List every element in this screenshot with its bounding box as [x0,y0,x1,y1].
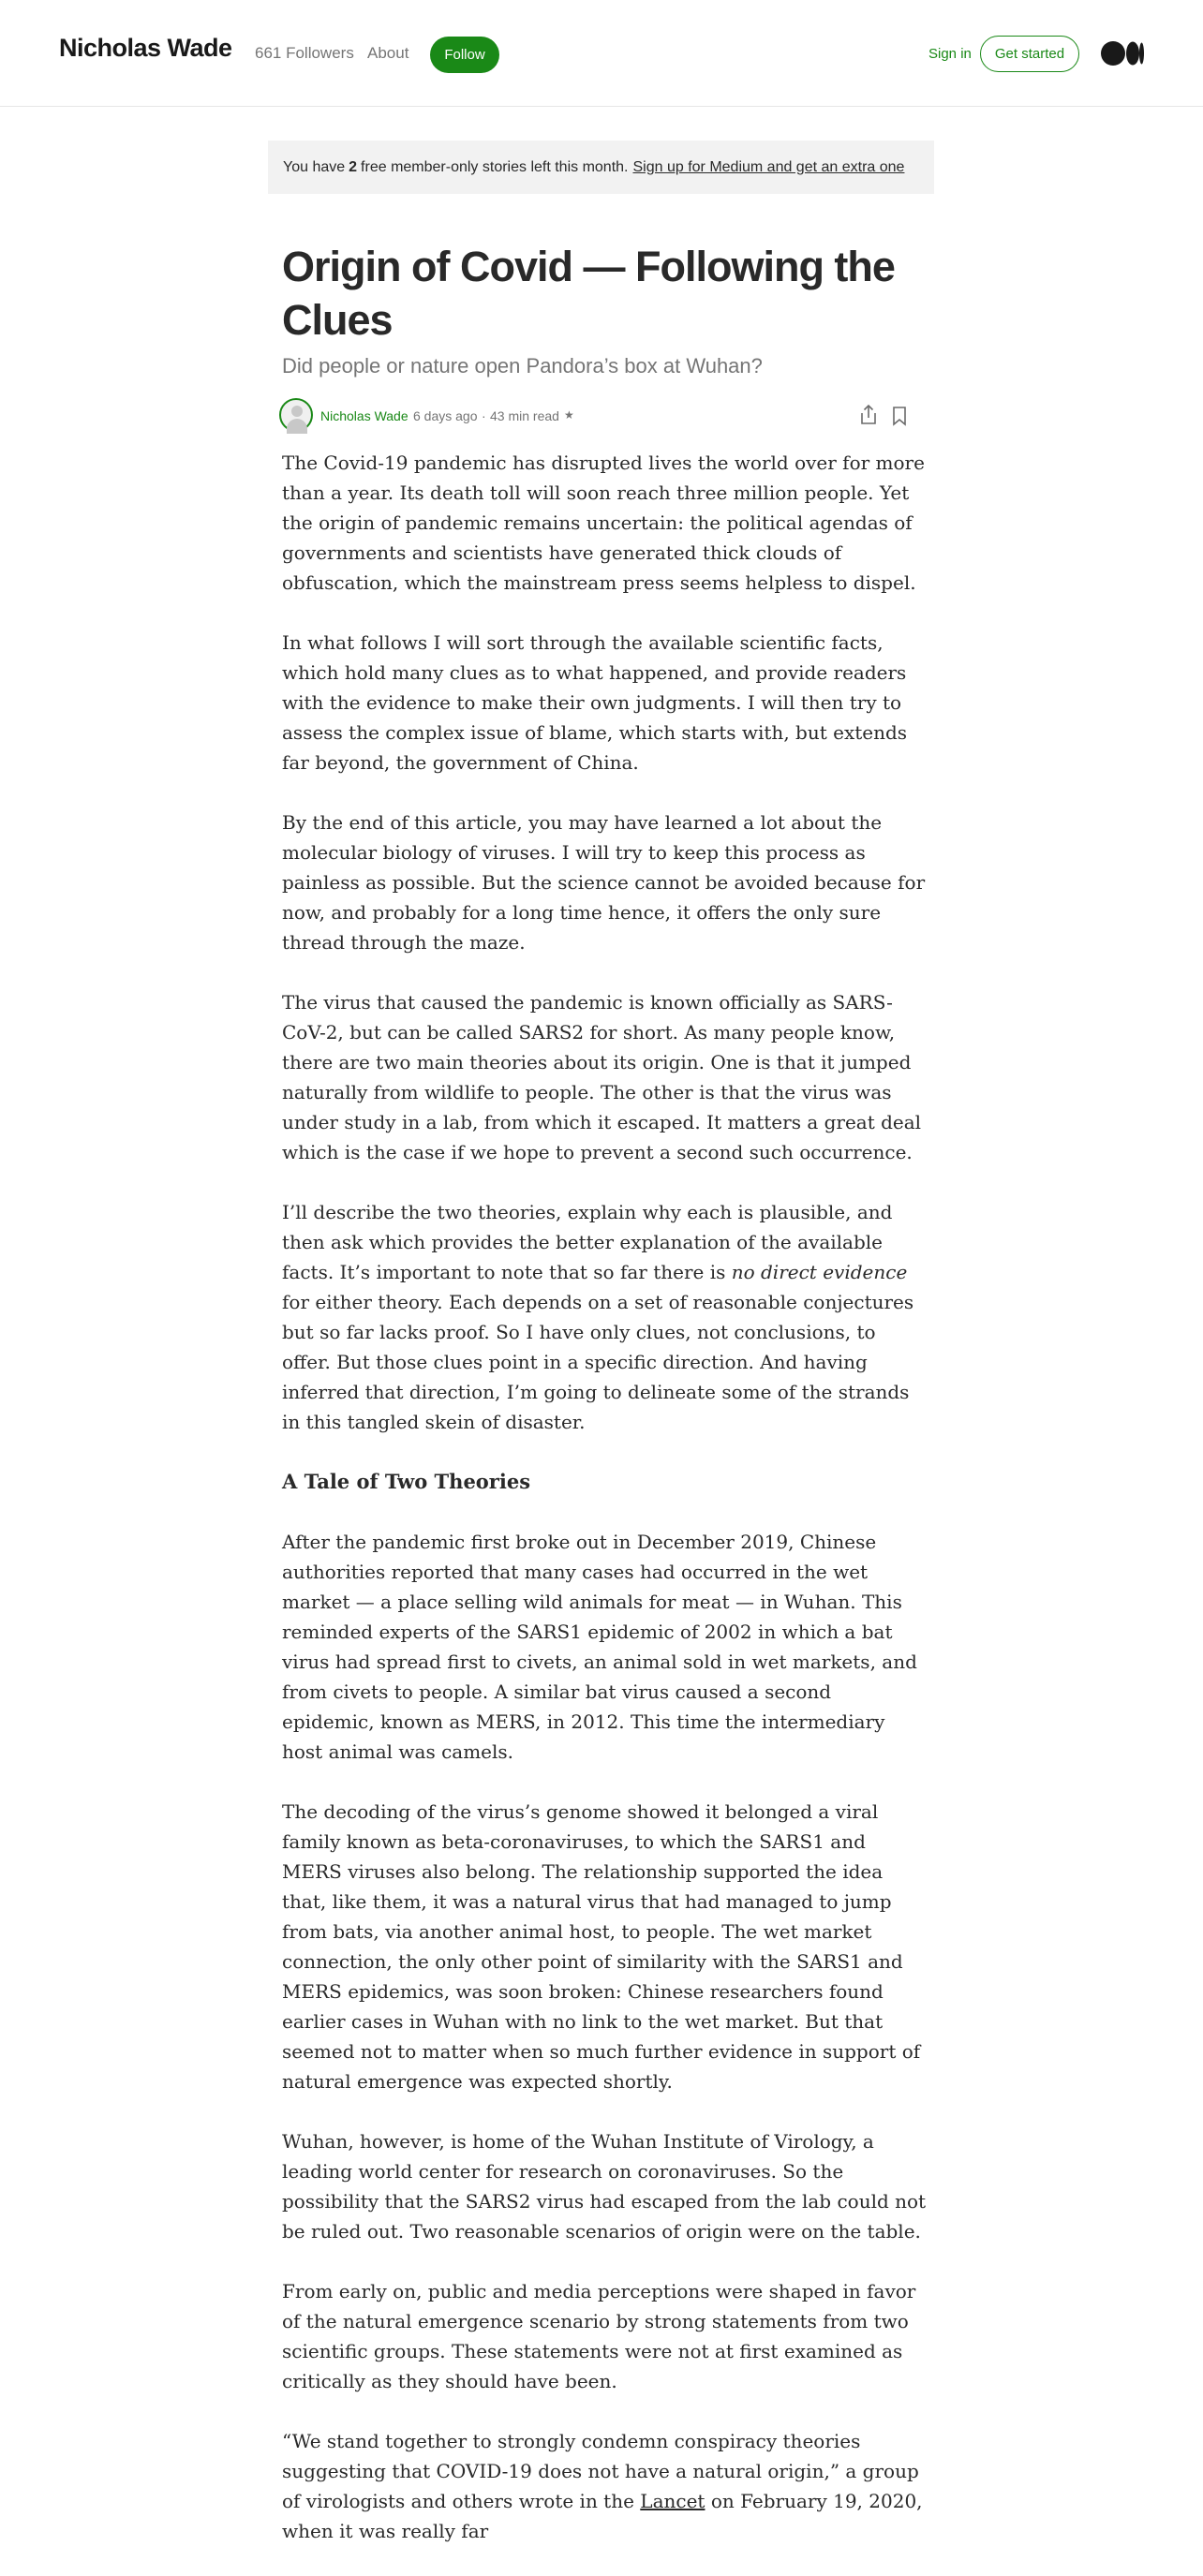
emphasis-text: no direct evidence [731,1261,908,1283]
paragraph-text: “We stand together to strongly condemn conspiracy theories suggesting that COVID-19 does not have a natural origin,” a group of virologists and others wrote in the [282,2430,919,2512]
article-paragraph: After the pandemic first broke out in December 2019, Chinese authorities reported that many cases had occurred in the wet market — a place selling wild animals for meat — in Wuhan. This reminded experts of the SARS1 epidemic of 2002 in which a bat virus had spread first to civets, an animal sold in wet markets, and from civets to people. A similar bat virus caused a second epidemic, known as MERS, in 2012. This time the intermediary host animal was camels. [282,1531,917,1763]
article-subtitle: Did people or nature open Pandora’s box at Wuhan? [282,354,763,378]
article-paragraph: By the end of this article, you may have learned a lot about the molecular biology of viruses. I will try to keep this process as painless as possible. But the science cannot be avoided because for now, and probably for a long time hence, it offers the only sure thread through the maze. [282,811,926,954]
article-paragraph: The decoding of the virus’s genome showed it belonged a viral family known as beta-coronaviruses, to which the SARS1 and MERS viruses also belong. The relationship supported the idea that, like them, it was a natural virus that had managed to jump from bats, via another animal host, to people. The wet market connection, the only other point of similarity with the SARS1 and MERS epidemics, was soon broken: Chinese researchers found earlier cases in Wuhan with no link to the wet market. But that seemed not to matter when so much further evidence in support of natural emergence was expected shortly. [282,1800,921,2093]
bookmark-icon[interactable] [892,406,907,426]
member-stories-banner [268,141,934,194]
article-paragraph: The Covid-19 pandemic has disrupted lives the world over for more than a year. Its death toll will soon reach three million people. Yet the origin of pandemic remains uncertain: the political agendas of governments and scientists have generated thick clouds of obfuscation, which the mainstream press seems helpless to dispel. [282,452,925,594]
followers-link[interactable]: 661 Followers [255,44,354,62]
get-started-button[interactable]: Get started [980,36,1079,72]
author-avatar[interactable] [279,398,313,432]
follow-button[interactable]: Follow [430,37,499,73]
top-navigation-bar [0,0,1203,107]
byline-separator: · [482,408,486,423]
banner-prefix: You have [283,158,346,175]
article-byline [279,398,935,432]
sign-in-link[interactable]: Sign in [928,46,972,62]
member-only-star-icon: ★ [564,408,574,422]
byline-date: 6 days ago [413,408,478,423]
article-paragraph [282,2426,928,2546]
about-link[interactable]: About [367,44,409,62]
publication-author-name[interactable]: Nicholas Wade [59,34,232,62]
article-title: Origin of Covid — Following the Clues [282,243,895,344]
signup-link[interactable]: Sign up for Medium and get an extra one [632,158,905,175]
medium-logo-icon[interactable] [1101,41,1144,66]
article-paragraph: In what follows I will sort through the available scientific facts, which hold many clues as to what happened, and provide readers with the evidence to make their own judgments. I will then try to assess the complex issue of blame, which starts with, but extends far beyond, the government of China. [282,631,908,774]
article-paragraph: From early on, public and media perceptions were shaped in favor of the natural emergence scenario by strong statements from two scientific groups. These statements were not at first examined as critically as they should have been. [282,2280,916,2392]
paragraph-text: for either theory. Each depends on a set of reasonable conjectures but so far lacks proof. So I have only clues, not conclusions, to offer. But those clues point in a specific direction. And having inferred that direction, I’m going to delineate some of the strands in this tangled skein of disaster. [282,1291,914,1433]
banner-count: 2 [349,158,358,175]
article-paragraph: The virus that caused the pandemic is known officially as SARS-CoV-2, but can be called SARS2 for short. As many people know, there are two main theories about its origin. One is that it jumped naturally from wildlife to people. The other is that the virus was under study in a lab, from which it escaped. It matters a great deal which is the case if we hope to prevent a second such occurrence. [282,991,922,1163]
lancet-link[interactable]: Lancet [640,2490,705,2512]
article-paragraph [282,1197,928,1437]
article-paragraph: Wuhan, however, is home of the Wuhan Institute of Virology, a leading world center for research on coronaviruses. So the possibility that the SARS2 virus had escaped from the lab could not be ruled out. Two reasonable scenarios of origin were on the table. [282,2130,927,2243]
paragraph-text: I’ll describe the two theories, explain why each is plausible, and then ask which provides the better explanation of the available facts. It’s important to note that so far there is [282,1201,893,1283]
byline-author-link[interactable]: Nicholas Wade [320,408,408,423]
article-body [282,448,928,2576]
share-icon[interactable] [858,404,879,426]
section-heading: A Tale of Two Theories [282,1470,531,1493]
banner-suffix: free member-only stories left this month. [361,158,629,175]
byline-read-time: 43 min read [490,408,559,423]
paragraph-text: on February 19, 2020, when it was really far [282,2490,923,2542]
